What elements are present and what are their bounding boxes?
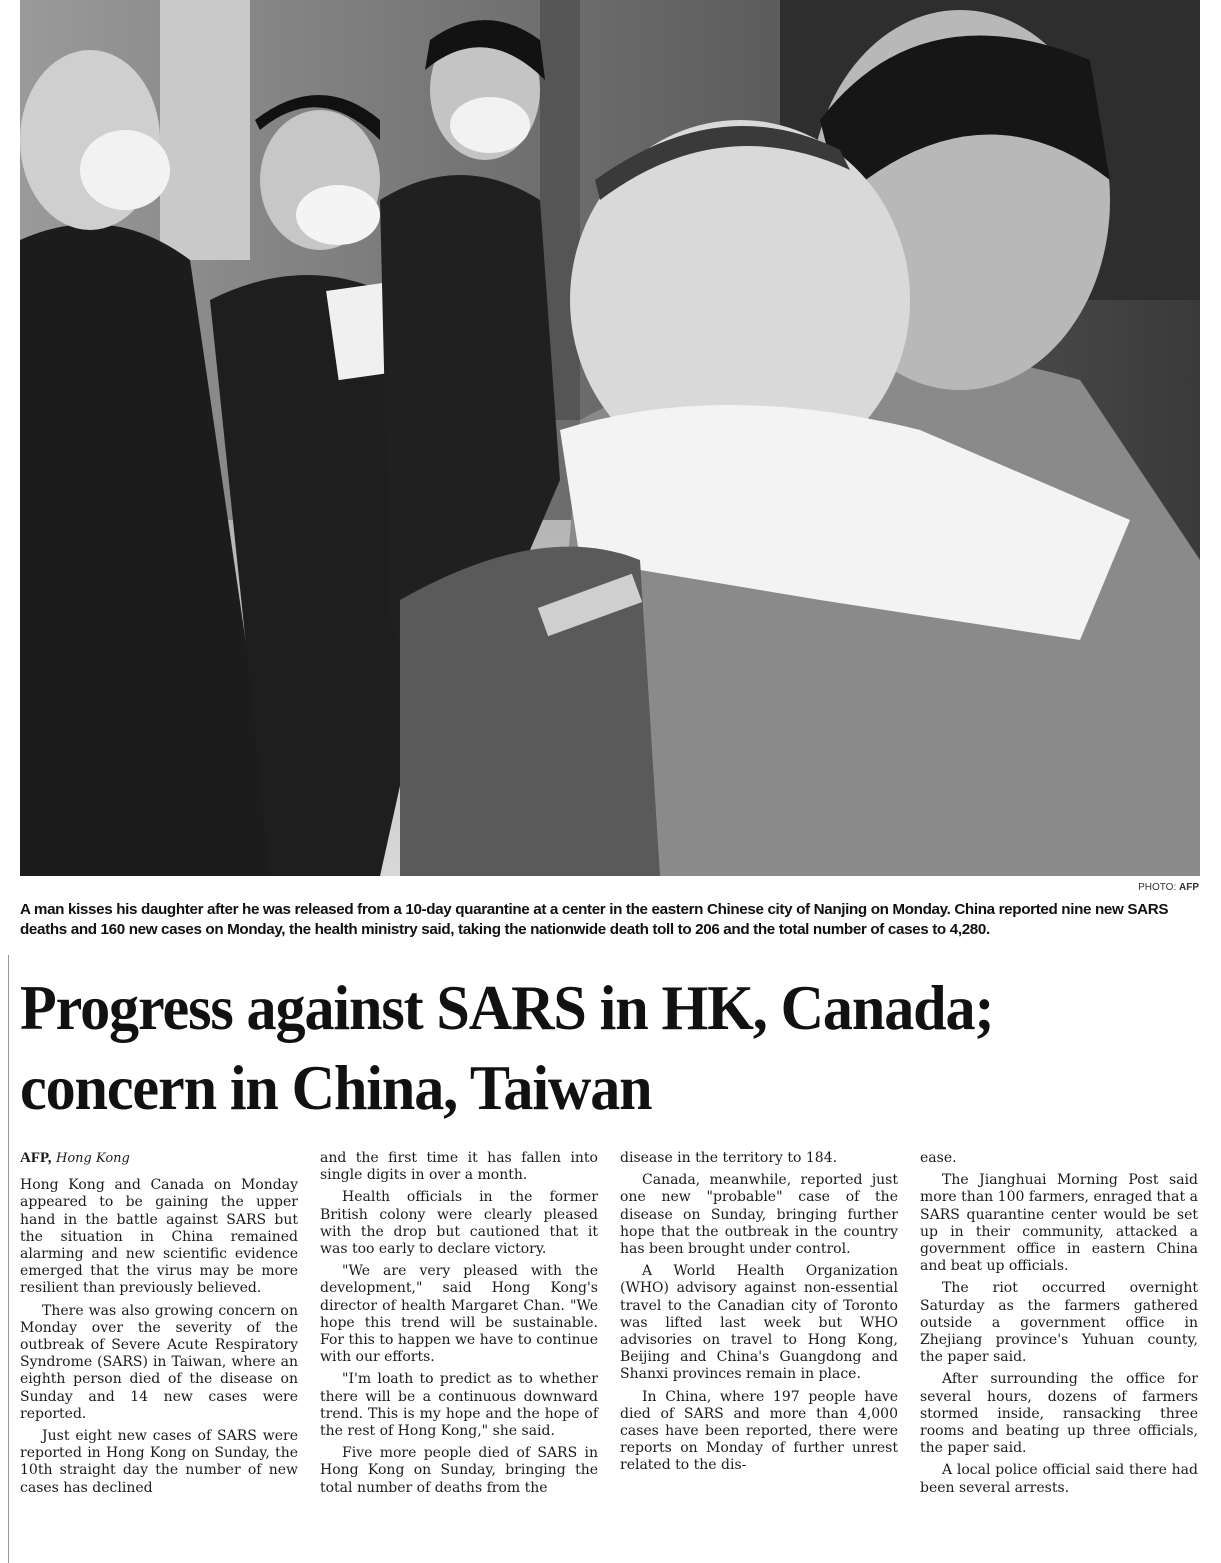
column-rule [8, 955, 9, 1563]
paragraph: Canada, meanwhile, reported just one new "probable" case of the disease on Sunday, bringing further hope that the outbreak in the country has been brought under control. [620, 1172, 898, 1258]
paragraph: There was also growing concern on Monday over the severity of the outbreak of Severe Acute Respiratory Syndrome (SARS) in Taiwan, where an eighth person died of the disease on Sunday and 14 new cases were reported. [20, 1302, 298, 1422]
paragraph: The Jianghuai Morning Post said more than 100 farmers, enraged that a SARS quarantine center would be set up in their community, attacked a government office in eastern China and beat up officials. [920, 1172, 1198, 1275]
photo-credit [1138, 882, 1199, 893]
paragraph: In China, where 197 people have died of SARS and more than 4,000 cases have been reported, there were reports on Monday of further unrest related to the dis- [620, 1388, 898, 1474]
paragraph: Health officials in the former British colony were clearly pleased with the drop but cautioned that it was too early to declare victory. [320, 1189, 598, 1258]
paragraph: A World Health Organization (WHO) advisory against non-essential travel to the Canadian city of Toronto was lifted last week but WHO advisories on travel to Hong Kong, Beijing and China's Guangdong and Shanxi provinces remain in place. [620, 1263, 898, 1383]
photo-illustration [20, 0, 1200, 876]
paragraph: disease in the territory to 184. [620, 1150, 838, 1166]
byline [20, 1150, 298, 1167]
photo-credit-label: PHOTO: [1138, 882, 1177, 893]
article-column-3 [620, 1150, 898, 1555]
photo-credit-source: AFP [1179, 882, 1199, 893]
paragraph: Just eight new cases of SARS were reported in Hong Kong on Sunday, the 10th straight day the number of new cases has declined [20, 1428, 298, 1496]
paragraph: "I'm loath to predict as to whether there will be a continuous downward trend. This is my hope and the hope of the rest of Hong Kong," she said. [320, 1371, 598, 1440]
byline-agency: AFP, [20, 1150, 52, 1166]
paragraph: A local police official said there had been several arrests. [920, 1462, 1198, 1496]
paragraph: After surrounding the office for several hours, dozens of farmers stormed inside, ransacking three rooms and beating up three officials, the paper said. [920, 1371, 1198, 1457]
article-column-2 [320, 1150, 598, 1555]
headline-line-1: Progress against SARS in HK, Canada; [20, 972, 994, 1043]
photo-caption: A man kisses his daughter after he was released from a 10-day quarantine at a center in the eastern Chinese city of Nanjing on Monday. China reported nine new SARS deaths and 160 new cases on Monday, the health ministry said, taking the nationwide death toll to 206 and the total number of cases to 4,280. [20, 901, 1169, 938]
headline [20, 968, 1139, 1128]
article-body [20, 1150, 1200, 1555]
paragraph: Hong Kong and Canada on Monday appeared to be gaining the upper hand in the battle against SARS but the situation in China remained alarming and new scientific evidence emerged that the virus may be more resilient than previously believed. [20, 1177, 298, 1297]
article-column-1 [20, 1150, 298, 1555]
news-photo [20, 0, 1200, 876]
paragraph: ease. [920, 1150, 957, 1166]
paragraph: The riot occurred overnight Saturday as the farmers gathered outside a government office in Zhejiang province's Yuhuan county, the paper said. [920, 1280, 1198, 1366]
paragraph: and the first time it has fallen into single digits in over a month. [320, 1150, 598, 1184]
paragraph: Five more people died of SARS in Hong Kong on Sunday, bringing the total number of deaths from the [320, 1445, 598, 1496]
byline-location: Hong Kong [55, 1151, 130, 1166]
article-column-4 [920, 1150, 1198, 1555]
headline-line-2: concern in China, Taiwan [20, 1052, 652, 1123]
paragraph: "We are very pleased with the development," said Hong Kong's director of health Margaret Chan. "We hope this trend will be sustainable. For this to happen we have to continue with our efforts. [320, 1263, 598, 1366]
